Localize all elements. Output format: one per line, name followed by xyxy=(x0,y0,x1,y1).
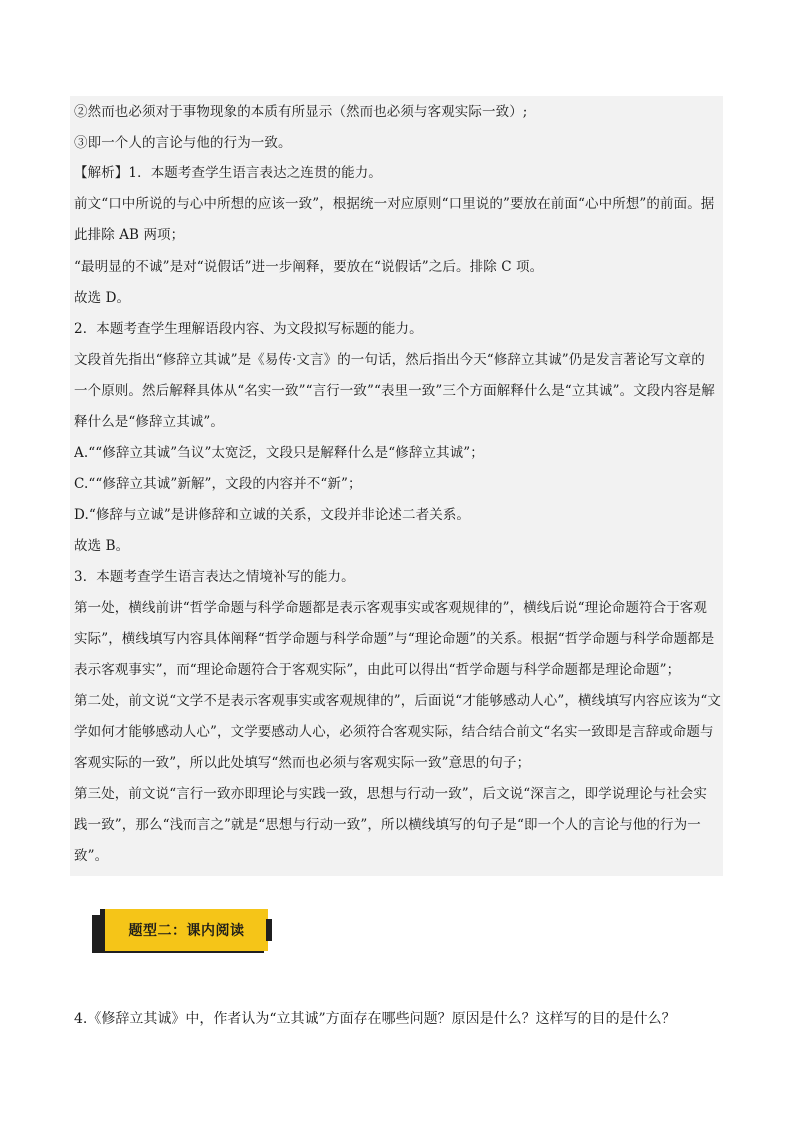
section-title-badge xyxy=(92,909,272,957)
answer-line: 第二处，前文说“文学不是表示客观事实或客观规律的”，后面说“才能够感动人心”，横线填写内容应该为“文 xyxy=(74,693,722,709)
answer-line: 学如何才能够感动人心”，文学要感动人心，必须符合客观实际，结合结合前文“名实一致即是言辞或命题与 xyxy=(74,724,714,740)
answer-line: C.““修辞立其诚”新解”，文段的内容并不“新”； xyxy=(74,476,362,492)
answer-line: A.““修辞立其诚”刍议”太宽泛，文段只是解释什么是“修辞立其诚”； xyxy=(74,445,484,461)
answer-line: 故选 D。 xyxy=(74,290,131,306)
answer-line: 践一致”，那么“浅而言之”就是“思想与行动一致”，所以横线填写的句子是“即一个人的言论与他的行为一 xyxy=(74,817,701,833)
answer-line: ③即一个人的言论与他的行为一致。 xyxy=(74,135,292,151)
answer-line: 故选 B。 xyxy=(74,538,130,554)
answer-line: 2．本题考查学生理解语段内容、为文段拟写标题的能力。 xyxy=(74,321,423,337)
analysis-heading: 【解析】1．本题考查学生语言表达之连贯的能力。 xyxy=(74,165,382,181)
answer-line: 客观实际的一致”，所以此处填写“然而也必须与客观实际一致”意思的句子； xyxy=(74,755,531,771)
answer-line: 实际”，横线填写内容具体阐释“哲学命题与科学命题”与“理论命题”的关系。根据“哲学命题与科学命题都是 xyxy=(74,631,715,647)
section-title: 题型二：课内阅读 xyxy=(128,923,245,939)
answer-line: “最明显的不诚”是对“说假话”进一步阐释，要放在“说假话”之后。排除 C 项。 xyxy=(74,259,544,275)
answer-line: 致”。 xyxy=(74,848,109,864)
answer-line: 文段首先指出“修辞立其诚”是《易传·文言》的一句话，然后指出今天“修辞立其诚”仍是发言著论写文章的 xyxy=(74,352,705,368)
answer-line: 此排除 AB 两项； xyxy=(74,227,185,243)
answer-line: ②然而也必须对于事物现象的本质有所显示（然而也必须与客观实际一致）; xyxy=(74,104,528,120)
badge-stripe xyxy=(266,919,272,941)
answer-line: 一个原则。然后解释具体从“名实一致”“言行一致”“表里一致”三个方面解释什么是“立其诚”。文段内容是解 xyxy=(74,383,715,399)
answer-line: 第三处，前文说“言行一致亦即理论与实践一致，思想与行动一致”，后文说“深言之，即学说理论与社会实 xyxy=(74,786,708,802)
answer-line: 3．本题考查学生语言表达之情境补写的能力。 xyxy=(74,569,355,585)
answer-line: 前文“口中所说的与心中所想的应该一致”，根据统一对应原则“口里说的”要放在前面“心中所想”的前面。据 xyxy=(74,196,715,212)
answer-line: 表示客观事实”，而“理论命题符合于客观实际”，由此可以得出“哲学命题与科学命题都是理论命题”； xyxy=(74,662,681,678)
badge-face xyxy=(100,909,268,951)
answer-line: 释什么是“修辞立其诚”。 xyxy=(74,414,225,430)
answer-line: D.“修辞与立诚”是讲修辞和立诚的关系，文段并非论述二者关系。 xyxy=(74,507,471,523)
question-4: 4.《修辞立其诚》中，作者认为“立其诚”方面存在哪些问题？原因是什么？这样写的目的是什么？ xyxy=(74,1011,676,1027)
answer-line: 第一处，横线前讲“哲学命题与科学命题都是表示客观事实或客观规律的”，横线后说“理论命题符合于客观 xyxy=(74,600,708,616)
